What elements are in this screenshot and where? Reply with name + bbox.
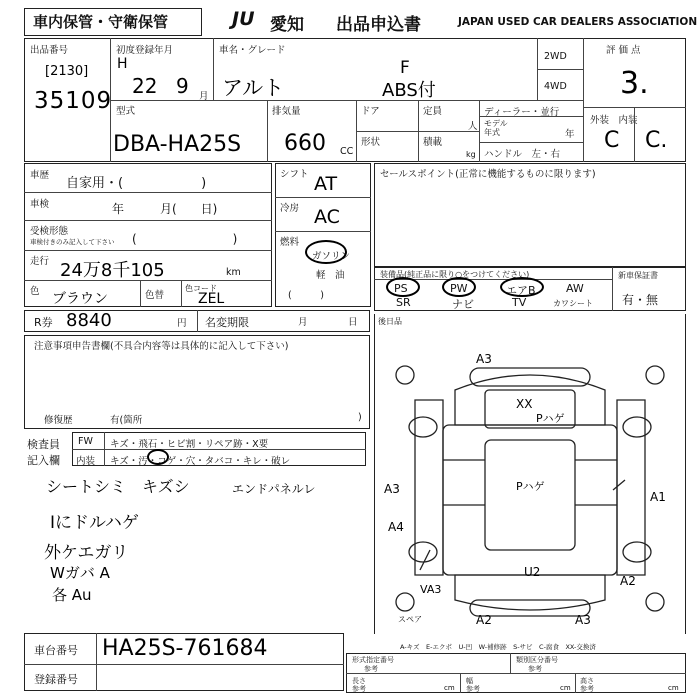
equip-ps: PS bbox=[394, 282, 408, 295]
width-ref: 参考 bbox=[466, 685, 480, 693]
color-label: 色 bbox=[30, 286, 40, 297]
cc-unit: CC bbox=[340, 146, 354, 157]
equip-sr: SR bbox=[396, 296, 411, 309]
height-label: 高さ bbox=[580, 677, 594, 685]
width-label: 幅 bbox=[466, 677, 473, 685]
mileage-label: 走行 bbox=[30, 256, 50, 267]
ac-label: 冷房 bbox=[280, 203, 300, 214]
mark-a2-right: A2 bbox=[620, 574, 636, 588]
shift-label: シフト bbox=[280, 169, 309, 180]
registration-label: 初度登録年月 bbox=[116, 45, 174, 56]
equip-airbag: エアB bbox=[506, 284, 536, 297]
equip-tv: TV bbox=[512, 296, 527, 309]
form-title: 出品申込書 bbox=[336, 15, 421, 35]
mileage-unit: km bbox=[226, 267, 241, 278]
ac-value: AC bbox=[314, 206, 340, 228]
equip-navi: ナビ bbox=[452, 298, 474, 311]
name-change-month: 月 bbox=[298, 317, 308, 328]
drive-2wd: 2WD bbox=[544, 51, 567, 62]
lot-sub-number: [2130] bbox=[45, 64, 89, 79]
after-day-label: 後日品 bbox=[378, 317, 402, 326]
shift-value: AT bbox=[314, 173, 338, 195]
equip-seat: カワシート bbox=[553, 299, 593, 308]
inspection-value: 年 月( 日) bbox=[112, 202, 218, 216]
repaint-label: 色替 bbox=[145, 290, 165, 301]
class-cert-label: 類別区分番号 bbox=[516, 656, 558, 664]
width-cm: cm bbox=[560, 684, 571, 692]
model-value: DBA-HA25S bbox=[113, 132, 242, 157]
lot-number: 35109 bbox=[34, 88, 113, 114]
hand-note-3: Iにドルハゲ bbox=[50, 513, 139, 533]
load-label: 積載 bbox=[423, 137, 443, 148]
form-cert-ref: 参考 bbox=[364, 665, 378, 673]
form-note: 車検付きのみ記入して下さい bbox=[30, 238, 115, 246]
hand-note-2: エンドパネルレ bbox=[232, 482, 316, 496]
ps-circle bbox=[386, 277, 420, 297]
equipment-label: 装備品(純正品に限り○をつけてください) bbox=[380, 270, 530, 279]
hand-note-6: 各 Au bbox=[52, 586, 92, 604]
drive-4wd: 4WD bbox=[544, 81, 567, 92]
grade-note: F bbox=[400, 58, 410, 78]
door-label: ドア bbox=[361, 106, 380, 117]
fuel-diesel: 軽 油 bbox=[316, 270, 345, 281]
equip-pw: PW bbox=[450, 282, 468, 295]
inspector-label-1: 検査員 bbox=[27, 438, 60, 451]
chassis-value: HA25S-761684 bbox=[102, 636, 268, 661]
mark-u2: U2 bbox=[524, 565, 541, 579]
fuel-other: ( ) bbox=[288, 290, 324, 301]
mark-a3-top: A3 bbox=[476, 352, 492, 366]
handle-label: ハンドル 左・右 bbox=[484, 149, 561, 160]
inspector-label-2: 記入欄 bbox=[27, 454, 60, 467]
load-unit: kg bbox=[466, 150, 476, 159]
vehicle-name-label: 車名・グレード bbox=[219, 45, 286, 56]
grade-extra: ABS付 bbox=[382, 80, 436, 101]
mark-p-hage-1: Pハゲ bbox=[536, 412, 565, 425]
mileage-value: 24万8千105 bbox=[60, 260, 165, 281]
mark-xx: XX bbox=[516, 397, 533, 411]
chassis-label: 車台番号 bbox=[34, 644, 78, 657]
mark-va3: VA3 bbox=[420, 583, 442, 596]
displacement-value: 660 bbox=[284, 131, 326, 156]
mark-a2-bottom: A2 bbox=[476, 613, 492, 627]
fuel-gasoline: ガソリン bbox=[312, 251, 351, 262]
color-code-label: 色コード bbox=[185, 284, 217, 293]
damage-legend: A-キズ E-エクボ U-凹 W-補修跡 S-サビ C-腐食 XX-交換済 bbox=[400, 643, 596, 651]
form-cert-label: 形式指定番号 bbox=[352, 656, 394, 664]
lot-label: 出品番号 bbox=[30, 45, 69, 56]
exterior-grade: C bbox=[604, 128, 620, 153]
mark-a1: A1 bbox=[650, 490, 666, 504]
shape-label: 形状 bbox=[361, 137, 381, 148]
month-unit: 月 bbox=[199, 91, 209, 102]
registration-era: H bbox=[117, 56, 128, 72]
year-unit: 年 bbox=[565, 129, 575, 140]
mark-a3-bottom: A3 bbox=[575, 613, 591, 627]
reg-number-label: 登録番号 bbox=[34, 673, 78, 686]
repair-label: 修復歴 bbox=[44, 415, 73, 426]
repair-close: ) bbox=[358, 412, 362, 423]
height-ref: 参考 bbox=[580, 685, 594, 693]
length-cm: cm bbox=[444, 684, 455, 692]
color-value: ブラウン bbox=[52, 291, 108, 307]
inspector-row2-head: 内装 bbox=[76, 456, 96, 467]
notes-label: 注意事項申告書欄(不具合内容等は具体的に記入して下さい) bbox=[34, 341, 289, 352]
height-cm: cm bbox=[668, 684, 679, 692]
inspector-row1: キズ・飛石・ヒビ割・リペア跡・X要 bbox=[110, 439, 269, 450]
length-label: 長さ bbox=[352, 677, 366, 685]
recycle-label: R券 bbox=[34, 316, 53, 329]
interior-grade: C. bbox=[645, 128, 668, 153]
dealer-label: ディーラー・並行 bbox=[484, 107, 560, 118]
sales-point-label: セールスポイント(正常に機能するものに限ります) bbox=[380, 169, 596, 180]
name-change-label: 名変期限 bbox=[205, 316, 249, 329]
score-value: 3. bbox=[620, 66, 649, 101]
pw-circle bbox=[442, 277, 476, 297]
mark-p-hage-2: Pハゲ bbox=[516, 480, 545, 493]
recycle-unit: 円 bbox=[177, 318, 187, 329]
color-code: ZEL bbox=[198, 291, 225, 307]
association-name: JAPAN USED CAR DEALERS ASSOCIATION bbox=[458, 16, 698, 28]
registration-year: 22 bbox=[132, 74, 158, 98]
form-value: ( ) bbox=[132, 232, 238, 246]
airbag-circle bbox=[500, 277, 544, 297]
class-cert-ref: 参考 bbox=[528, 665, 542, 673]
mark-a4: A4 bbox=[388, 520, 404, 534]
ju-logo: JU bbox=[232, 8, 255, 30]
model-year-label: モデル 年式 bbox=[484, 119, 508, 137]
warranty-value: 有・無 bbox=[622, 293, 659, 307]
capacity-unit: 人 bbox=[468, 121, 478, 132]
form-label: 受検形態 bbox=[30, 226, 69, 237]
model-label: 型式 bbox=[116, 106, 136, 117]
name-change-day: 日 bbox=[348, 317, 358, 328]
spare-label: スペア bbox=[398, 615, 422, 624]
vehicle-name: アルト bbox=[222, 76, 285, 100]
gasoline-circle bbox=[305, 240, 347, 264]
inspection-label: 車検 bbox=[30, 199, 50, 210]
stain-circle bbox=[147, 449, 169, 465]
usage-label: 車歴 bbox=[30, 170, 50, 181]
usage-value: 自家用・( ) bbox=[66, 176, 207, 191]
inspector-row2: キズ・汚・コゲ・穴・タバコ・キレ・破レ bbox=[110, 456, 291, 467]
capacity-label: 定員 bbox=[423, 106, 443, 117]
mark-a3-left: A3 bbox=[384, 482, 400, 496]
registration-month: 9 bbox=[176, 74, 189, 98]
score-label: 評価点 bbox=[606, 45, 644, 56]
warranty-label: 新車保証書 bbox=[618, 271, 658, 280]
hand-note-1: シートシミ キズシ bbox=[46, 477, 190, 496]
recycle-amount: 8840 bbox=[66, 310, 112, 331]
repair-value: 有(箇所 bbox=[110, 415, 143, 426]
org-name: 愛知 bbox=[270, 15, 304, 35]
inspector-row1-head: FW bbox=[78, 436, 93, 447]
storage-label: 車内保管・守衛保管 bbox=[33, 13, 169, 31]
displacement-label: 排気量 bbox=[272, 106, 301, 117]
equip-aw: AW bbox=[566, 282, 584, 295]
fuel-label: 燃料 bbox=[280, 237, 300, 248]
length-ref: 参考 bbox=[352, 685, 366, 693]
hand-note-4: 外ケエガリ bbox=[44, 543, 129, 563]
ext-int-label: 外装 内装 bbox=[590, 115, 638, 126]
hand-note-5: Wガバ A bbox=[50, 564, 110, 582]
